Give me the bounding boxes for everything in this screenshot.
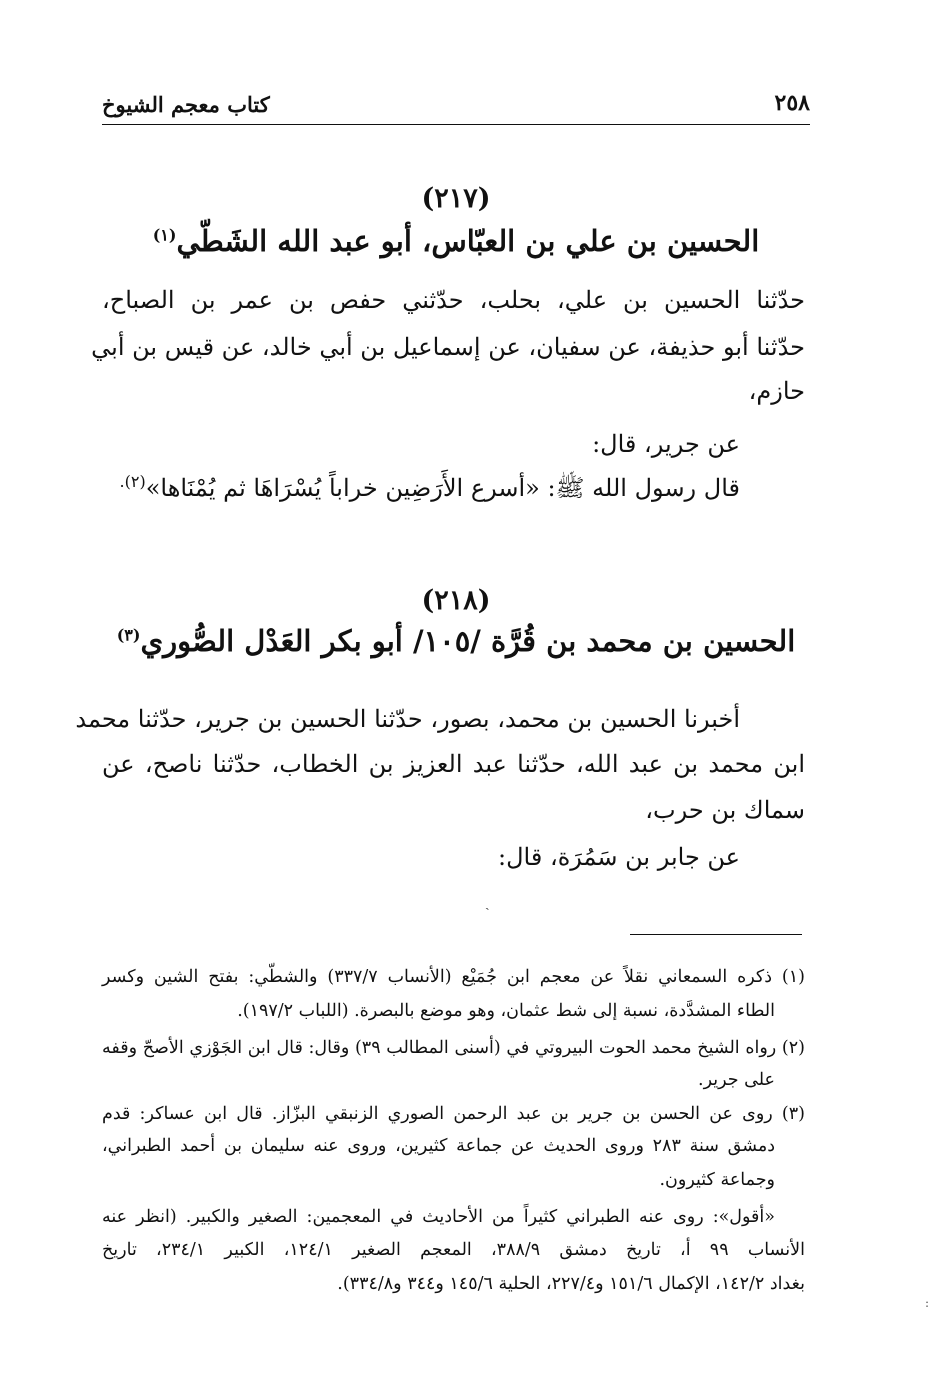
edge-mark: : [925,1296,930,1310]
text-line [102,472,740,508]
entry-title-text: الحسين بن محمد بن قُرَّة /١٠٥/ أبو بكر العَدْل الصُّوري [140,624,796,658]
text-line: أخبرنا الحسين بن محمد، بصور، حدّثنا الحسين بن جرير، حدّثنا محمد [75,705,740,733]
text-line: حازم، [748,377,805,405]
running-header-title: كتاب معجم الشيوخ [102,92,270,117]
entry-number: (٢١٧) [421,183,491,214]
footnote-marker: (٣) [116,625,141,645]
text-line: حدّثنا أبو حذيفة، عن سفيان، عن إسماعيل بن أبي خالد، عن قيس بن أبي [91,333,805,361]
footnote-line: على جرير. [698,1070,775,1090]
footnote-line: (٢) رواه الشيخ محمد الحوت البيروتي في (أسنى المطالب ٣٩) وقال: قال ابن الجَوْزي الأصحّ وقفه [102,1038,805,1058]
hadith-text: قال رسول الله ﷺ: «أسرع الأَرَضِين خراباً يُسْرَاهَا ثم يُمْنَاها» [145,474,740,502]
text-line: حدّثنا الحسين بن علي، بحلب، حدّثني حفص بن عمر بن الصباح، [102,286,805,314]
footnote-rule [630,934,802,935]
entry-title-text: الحسين بن علي بن العبّاس، أبو عبد الله الشَطّي [176,224,760,258]
stray-mark: ˏ [485,895,490,911]
footnote-marker: (٢). [119,472,146,491]
footnote-line: (١) ذكره السمعاني نقلاً عن معجم ابن جُمَيْع (الأنساب ٣٣٧/٧) والشطّي: بفتح الشين وكسر [102,967,805,987]
footnote-line: الأنساب ٩٩ أ، تاريخ دمشق ٣٨٨/٩، المعجم الصغير ١٢٤/١، الكبير ٢٣٤/١، تاريخ [102,1240,805,1260]
text-line: عن جرير، قال: [592,430,740,458]
entry-title [102,224,810,258]
text-line: سماك بن حرب، [645,796,805,824]
header-rule [102,124,810,125]
footnote-line: الطاء المشدَّدة، نسبة إلى شط عثمان، وهو موضع بالبصرة. (اللباب ١٩٧/٢). [237,1001,775,1021]
page-number: ٢٥٨ [774,90,810,116]
text-line: ابن محمد بن عبد الله، حدّثنا عبد العزيز بن الخطاب، حدّثنا ناصح، عن [102,750,805,778]
entry-title [102,624,810,658]
entry-number: (٢١٨) [421,585,491,616]
footnote-line: وجماعة كثيرون. [659,1170,775,1190]
text-line: عن جابر بن سَمُرَة، قال: [498,843,740,871]
footnote-line: «أقول»: روى عنه الطبراني كثيراً من الأحاديث في المعجمين: الصغير والكبير. (انظر عنه [102,1207,775,1227]
footnote-line: دمشق سنة ٢٨٣ وروى الحديث عن جماعة كثيرين، وروى عنه سليمان بن أحمد الطبراني، [102,1136,775,1156]
footnote-line: (٣) روى عن الحسن بن جرير بن عبد الرحمن الصوري الزنبقي البزّاز. قال ابن عساكر: قدم [102,1104,805,1124]
footnote-marker: (١) [152,225,177,245]
footnote-line: بغداد ١٤٢/٢، الإكمال ١٥١/٦ و٢٢٧/٤، الحلية ١٤٥/٦ و٣٤٤ و٣٣٤/٨). [337,1274,805,1294]
